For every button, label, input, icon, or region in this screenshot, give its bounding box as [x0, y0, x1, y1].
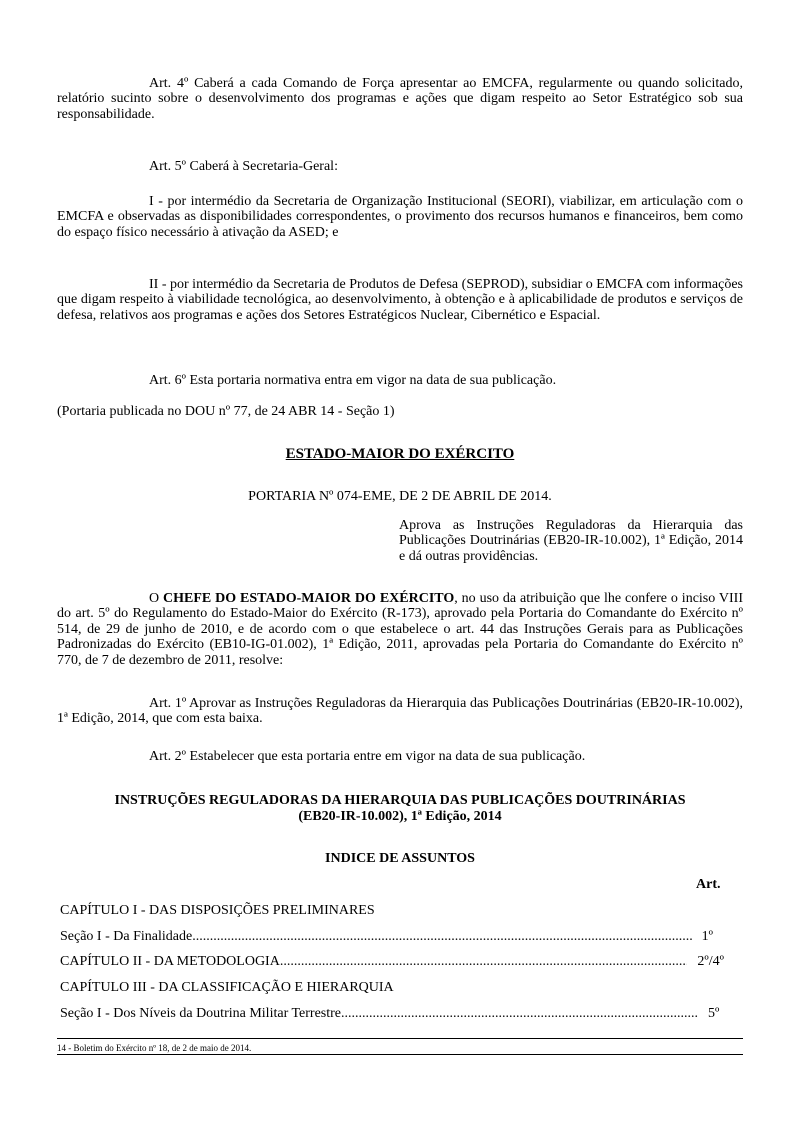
- portaria-art2: Art. 2º Estabelecer que esta portaria entre em vigor na data de sua publicação.: [149, 749, 586, 764]
- instructions-title-line2: (EB20-IR-10.002), 1ª Edição, 2014: [298, 809, 502, 824]
- preamble-lead: O: [149, 591, 164, 606]
- art5-inciso-ii: II - por intermédio da Secretaria de Produtos de Defesa (SEPROD), subsidiar o EMCFA com informações que digam respeito à viabilidade tecnológica, ao desenvolvimento, à obtenção e à aplicabilidade de produtos e serviços de defesa, relativos aos programas e ações dos Setores Estratégicos Nuclear, Cibernético e Espacial.: [57, 277, 743, 323]
- toc-leader: [341, 1006, 698, 1021]
- portaria-art1: Art. 1º Aprovar as Instruções Reguladoras da Hierarquia das Publicações Doutrinárias (EB20-IR-10.002), 1ª Edição, 2014, que com esta baixa.: [57, 696, 743, 727]
- preamble-paragraph: [57, 591, 743, 668]
- preamble-rest: , no uso da atribuição que lhe confere o inciso VIII do art. 5º do Regulamento do Estado-Maior do Exército (R-173), aprovado pela Portaria do Comandante do Exército nº 514, de 29 de junho de 2010, e de acordo com o que estabelece o art. 44 das Instruções Gerais para as Publicações Padronizadas do Exército (EB10-IG-01.002), 1ª Edição, 2011, aprovadas pela Portaria do Comandante do Exército nº 770, de 7 de dezembro de 2011, resolve:: [57, 591, 743, 668]
- index-title: INDICE DE ASSUNTOS: [325, 851, 475, 866]
- art6-paragraph: Art. 6º Esta portaria normativa entra em vigor na data de sua publicação.: [149, 373, 557, 388]
- toc-label: CAPÍTULO III - DA CLASSIFICAÇÃO E HIERARQUIA: [60, 980, 394, 995]
- footer-top-rule: [57, 1038, 743, 1039]
- toc-row: [60, 1006, 724, 1023]
- toc-label: Seção I - Da Finalidade: [60, 929, 193, 944]
- toc-article-number: 2º/4º: [697, 954, 724, 969]
- toc-article-number: 5º: [707, 1006, 720, 1021]
- toc-leader: [280, 954, 688, 969]
- toc-leader: [192, 929, 691, 944]
- art4-paragraph: Art. 4º Caberá a cada Comando de Força apresentar ao EMCFA, regularmente ou quando solicitado, relatório sucinto sobre o desenvolvimento dos programas e ações que digam respeito ao Setor Estratégico sob sua responsabilidade.: [57, 76, 743, 122]
- toc-label: CAPÍTULO II - DA METODOLOGIA: [60, 954, 280, 969]
- preamble-authority: CHEFE DO ESTADO-MAIOR DO EXÉRCITO: [163, 591, 455, 606]
- toc-row: [60, 929, 724, 946]
- art5-paragraph: Art. 5º Caberá à Secretaria-Geral:: [149, 159, 338, 174]
- toc-row: [60, 903, 724, 920]
- toc-row: [60, 954, 724, 971]
- page-footer: 14 - Boletim do Exército nº 18, de 2 de maio de 2014.: [57, 1043, 252, 1053]
- publication-note: (Portaria publicada no DOU nº 77, de 24 ABR 14 - Seção 1): [57, 404, 395, 419]
- toc-column-header: Art.: [696, 877, 721, 892]
- portaria-title: PORTARIA Nº 074-EME, DE 2 DE ABRIL DE 2014.: [248, 489, 552, 504]
- art5-inciso-i: I - por intermédio da Secretaria de Organização Institucional (SEORI), viabilizar, em articulação com o EMCFA e observadas as disponibilidades correspondentes, o provimento dos recursos humanos e financeiros, bem como do espaço físico necessário à ativação da ASED; e: [57, 194, 743, 240]
- footer-bottom-rule: [57, 1054, 743, 1055]
- toc-article-number: 1º: [701, 929, 713, 944]
- section-heading: ESTADO-MAIOR DO EXÉRCITO: [285, 446, 515, 462]
- ementa: Aprova as Instruções Reguladoras da Hierarquia das Publicações Doutrinárias (EB20-IR-10.002), 1ª Edição, 2014 e dá outras providências.: [399, 518, 743, 564]
- toc-label: CAPÍTULO I - DAS DISPOSIÇÕES PRELIMINARES: [60, 903, 375, 918]
- instructions-title-line1: INSTRUÇÕES REGULADORAS DA HIERARQUIA DAS PUBLICAÇÕES DOUTRINÁRIAS: [114, 793, 686, 808]
- toc-label: Seção I - Dos Níveis da Doutrina Militar Terrestre: [60, 1006, 342, 1021]
- toc-row: [60, 980, 724, 997]
